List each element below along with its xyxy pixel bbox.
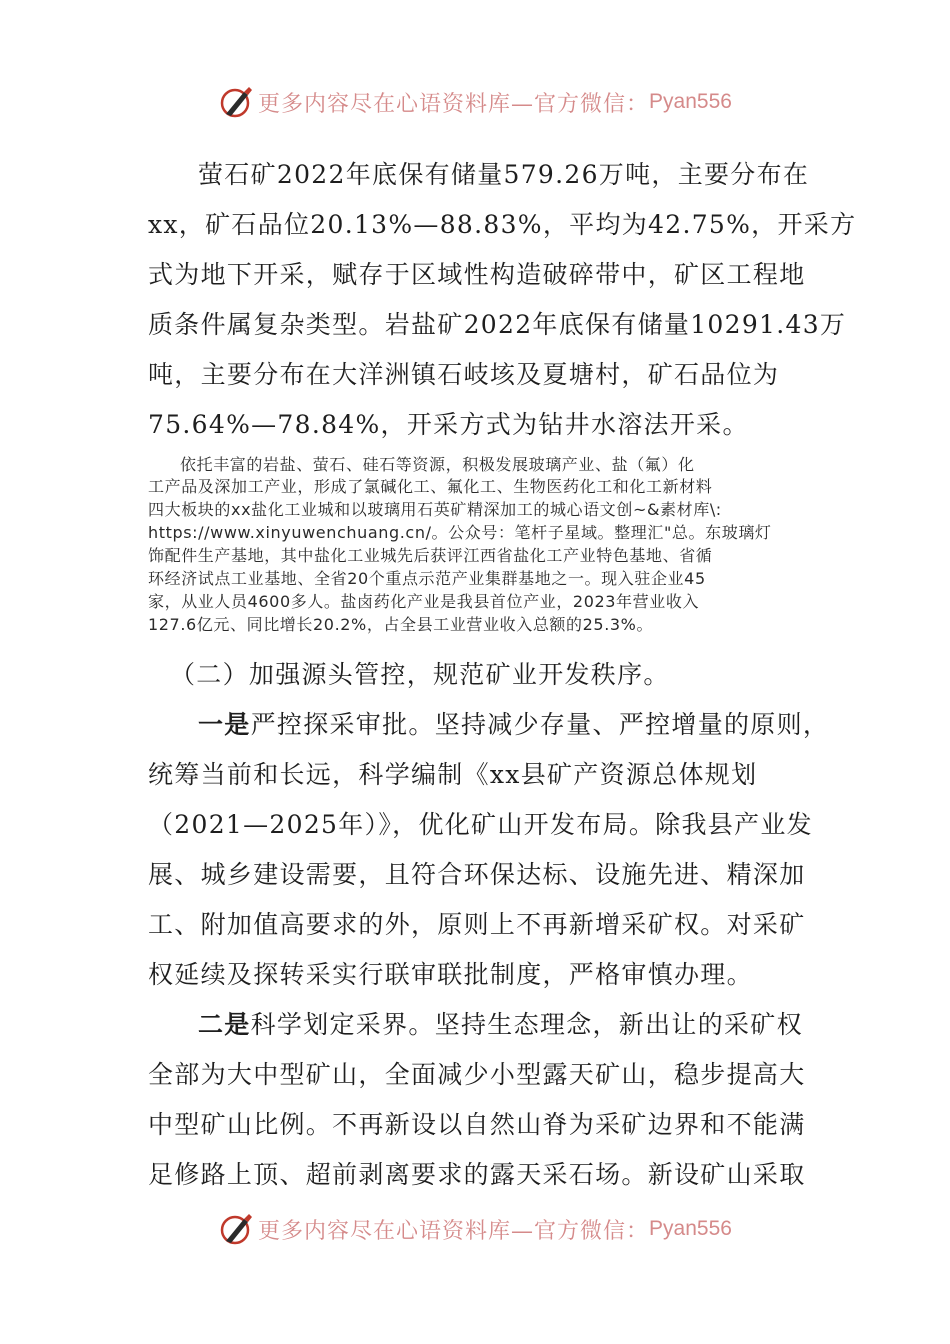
text-line: 权延续及探转采实行联审联批制度，严格审慎办理。 [148, 960, 753, 989]
section-heading: （二）加强源头管控，规范矿业开发秩序。 [170, 660, 670, 689]
text-line: 式为地下开采，赋存于区域性构造破碎带中，矿区工程地 [148, 260, 806, 289]
text-line: 127.6亿元、同比增长20.2%，占全县工业营业收入总额的25.3%。 [148, 615, 654, 634]
text-line: 萤石矿2022年底保有储量579.26万吨，主要分布在 [198, 160, 810, 189]
banner-wechat: Pyan556 [649, 1217, 732, 1240]
banner-text: 更多内容尽在心语资料库—官方微信： [258, 1218, 650, 1244]
footer-banner [0, 1207, 950, 1251]
lead-rest: 科学划定采界。坚持生态理念，新出让的采矿权 [250, 1010, 803, 1039]
text-line [198, 705, 868, 741]
pen-logo-icon [218, 84, 254, 120]
text-line: （2021—2025年）》，优化矿山开发布局。除我县产业发 [148, 810, 813, 839]
text-line: 四大板块的xx盐化工业城和以玻璃用石英矿精深加工的城心语文创~&素材库\: [148, 500, 722, 519]
text-line: 全部为大中型矿山，全面减少小型露天矿山，稳步提高大 [148, 1060, 806, 1089]
lead-rest: 严控探采审批。坚持减少存量、严控增量的原则， [250, 710, 830, 739]
banner-text: 更多内容尽在心语资料库—官方微信： [258, 91, 650, 117]
text-line: 家，从业人员4600多人。盐卤药化产业是我县首位产业，2023年营业收入 [148, 592, 700, 611]
text-line: 75.64%—78.84%，开采方式为钻井水溶法开采。 [148, 410, 749, 439]
pen-logo-icon [218, 1211, 254, 1247]
text-line: 依托丰富的岩盐、萤石、硅石等资源，积极发展玻璃产业、盐（氟）化 [180, 455, 695, 474]
text-line: 质条件属复杂类型。岩盐矿2022年底保有储量10291.43万 [148, 310, 847, 339]
text-line: 中型矿山比例。不再新设以自然山脊为采矿边界和不能满 [148, 1110, 806, 1139]
text-line: xx，矿石品位20.13%—88.83%，平均为42.75%，开采方 [148, 210, 857, 239]
text-line: 工产品及深加工产业，形成了氯碱化工、氟化工、生物医药化工和化工新材料 [148, 477, 713, 496]
text-line: https://www.xinyuwenchuang.cn/。公众号：笔杆子星域。整理汇"总。东玻璃灯 [148, 523, 772, 542]
text-line: 饰配件生产基地，其中盐化工业城先后获评江西省盐化工产业特色基地、省循 [148, 546, 713, 565]
text-line: 工、附加值高要求的外，原则上不再新增采矿权。对采矿 [148, 910, 806, 939]
text-line: 统筹当前和长远，科学编制《xx县矿产资源总体规划 [148, 760, 758, 789]
text-line: 环经济试点工业基地、全省20个重点示范产业集群基地之一。现入驻企业45 [148, 569, 706, 588]
banner-wechat: Pyan556 [649, 90, 732, 113]
text-line: 展、城乡建设需要，且符合环保达标、设施先进、精深加 [148, 860, 806, 889]
header-banner [0, 80, 950, 124]
text-line [198, 1005, 868, 1041]
text-line: 足修路上顶、超前剥离要求的露天采石场。新设矿山采取 [148, 1160, 806, 1189]
lead-label: 一是 [198, 710, 251, 739]
lead-label: 二是 [198, 1010, 251, 1039]
text-line: 吨，主要分布在大洋洲镇石岐垓及夏塘村，矿石品位为 [148, 360, 780, 389]
